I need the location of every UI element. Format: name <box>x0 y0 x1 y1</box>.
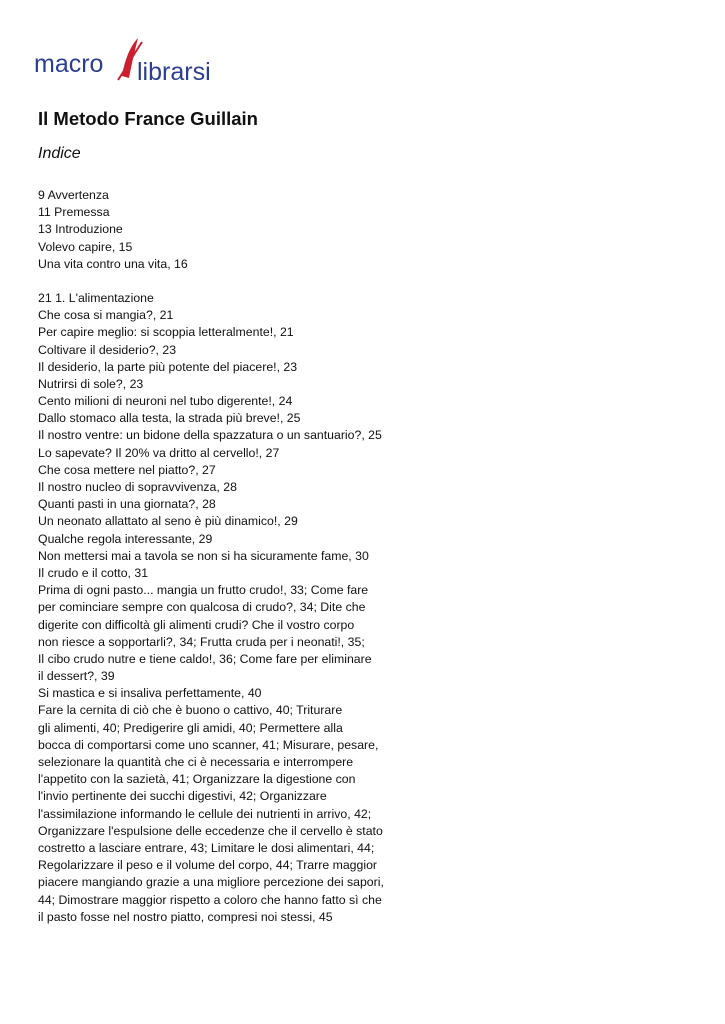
toc-line: per cominciare sempre con qualcosa di crudo?, 34; Dite che <box>38 600 366 615</box>
toc-line: Il nostro nucleo di sopravvivenza, 28 <box>38 480 237 494</box>
toc-line: Volevo capire, 15 <box>38 239 133 254</box>
toc-line: Il desiderio, la parte più potente del piacere!, 23 <box>38 359 298 374</box>
toc-line: Fare la cernita di ciò che è buono o cattivo, 40; Triturare <box>38 703 343 718</box>
toc-line: Per capire meglio: si scoppia letteralmente!, 21 <box>38 325 294 340</box>
toc-line: Cento milioni di neuroni nel tubo digerente!, 24 <box>38 394 293 409</box>
toc-line: il pasto fosse nel nostro piatto, compresi noi stessi, 45 <box>38 909 333 924</box>
toc-line: Quanti pasti in una giornata?, 28 <box>38 497 216 512</box>
toc-line: Che cosa si mangia?, 21 <box>38 308 174 323</box>
toc-line: 13 Introduzione <box>38 222 123 237</box>
toc-line: bocca di comportarsi come uno scanner, 41; Misurare, pesare, <box>38 737 379 752</box>
toc-line: Nutrirsi di sole?, 23 <box>38 376 144 391</box>
toc-group-chapter-1 <box>38 290 698 926</box>
toc-line: Il nostro ventre: un bidone della spazzatura o un santuario?, 25 <box>38 428 382 443</box>
toc-line: l'assimilazione informando le cellule dei nutrienti in arrivo, 42; <box>38 806 372 821</box>
toc-line: Organizzare l'espulsione delle eccedenze che il cervello è stato <box>38 823 383 838</box>
toc-line: digerite con difficoltà gli alimenti crudi? Che il vostro corpo <box>38 617 355 632</box>
toc-line: Coltivare il desiderio?, 23 <box>38 342 177 357</box>
toc-line: l'appetito con la sazietà, 41; Organizzare la digestione con <box>38 772 356 787</box>
toc-group-intro <box>38 187 698 273</box>
toc-line: 11 Premessa <box>38 205 110 220</box>
toc-line: Dallo stomaco alla testa, la strada più breve!, 25 <box>38 411 301 426</box>
toc-line: Che cosa mettere nel piatto?, 27 <box>38 462 216 477</box>
toc-line: selezionare la quantità che ci è necessaria e interrompere <box>38 755 354 769</box>
toc-line: Regolarizzare il peso e il volume del corpo, 44; Trarre maggior <box>38 858 378 873</box>
page-title: Il Metodo France Guillain <box>38 108 258 129</box>
toc-line: piacere mangiando grazie a una migliore percezione dei sapori, <box>38 875 384 890</box>
toc-line: Una vita contro una vita, 16 <box>38 256 188 271</box>
toc-line: Il crudo e il cotto, 31 <box>38 565 149 580</box>
toc-line: Lo sapevate? Il 20% va dritto al cervello!, 27 <box>38 445 280 460</box>
toc-line: 21 1. L'alimentazione <box>38 290 154 305</box>
section-subtitle: Indice <box>38 145 81 162</box>
toc-line: costretto a lasciare entrare, 43; Limitare le dosi alimentari, 44; <box>38 840 375 855</box>
toc-line: gli alimenti, 40; Predigerire gli amidi, 40; Permettere alla <box>38 720 343 735</box>
logo-quill-shape <box>122 38 138 78</box>
toc-line: Un neonato allattato al seno è più dinamico!, 29 <box>38 514 298 529</box>
toc-line: Il cibo crudo nutre e tiene caldo!, 36; Come fare per eliminare <box>38 651 372 666</box>
macrolibrarsi-logo[interactable] <box>34 32 234 90</box>
toc-line: Non mettersi mai a tavola se non si ha sicuramente fame, 30 <box>38 548 369 563</box>
table-of-contents <box>38 187 698 943</box>
toc-line: 44; Dimostrare maggior rispetto a coloro che hanno fatto sì che <box>38 892 382 907</box>
toc-line: il dessert?, 39 <box>38 669 115 684</box>
toc-line: Qualche regola interessante, 29 <box>38 531 213 546</box>
toc-line: 9 Avvertenza <box>38 188 109 202</box>
toc-line: Prima di ogni pasto... mangia un frutto crudo!, 33; Come fare <box>38 583 369 598</box>
logo-text-macro: macro <box>34 50 104 78</box>
logo-text-librarsi: librarsi <box>137 58 211 86</box>
toc-line: Si mastica e si insaliva perfettamente, 40 <box>38 686 262 701</box>
toc-line: non riesce a sopportarli?, 34; Frutta cruda per i neonati!, 35; <box>38 634 365 649</box>
toc-line: l'invio pertinente dei succhi digestivi, 42; Organizzare <box>38 789 327 804</box>
